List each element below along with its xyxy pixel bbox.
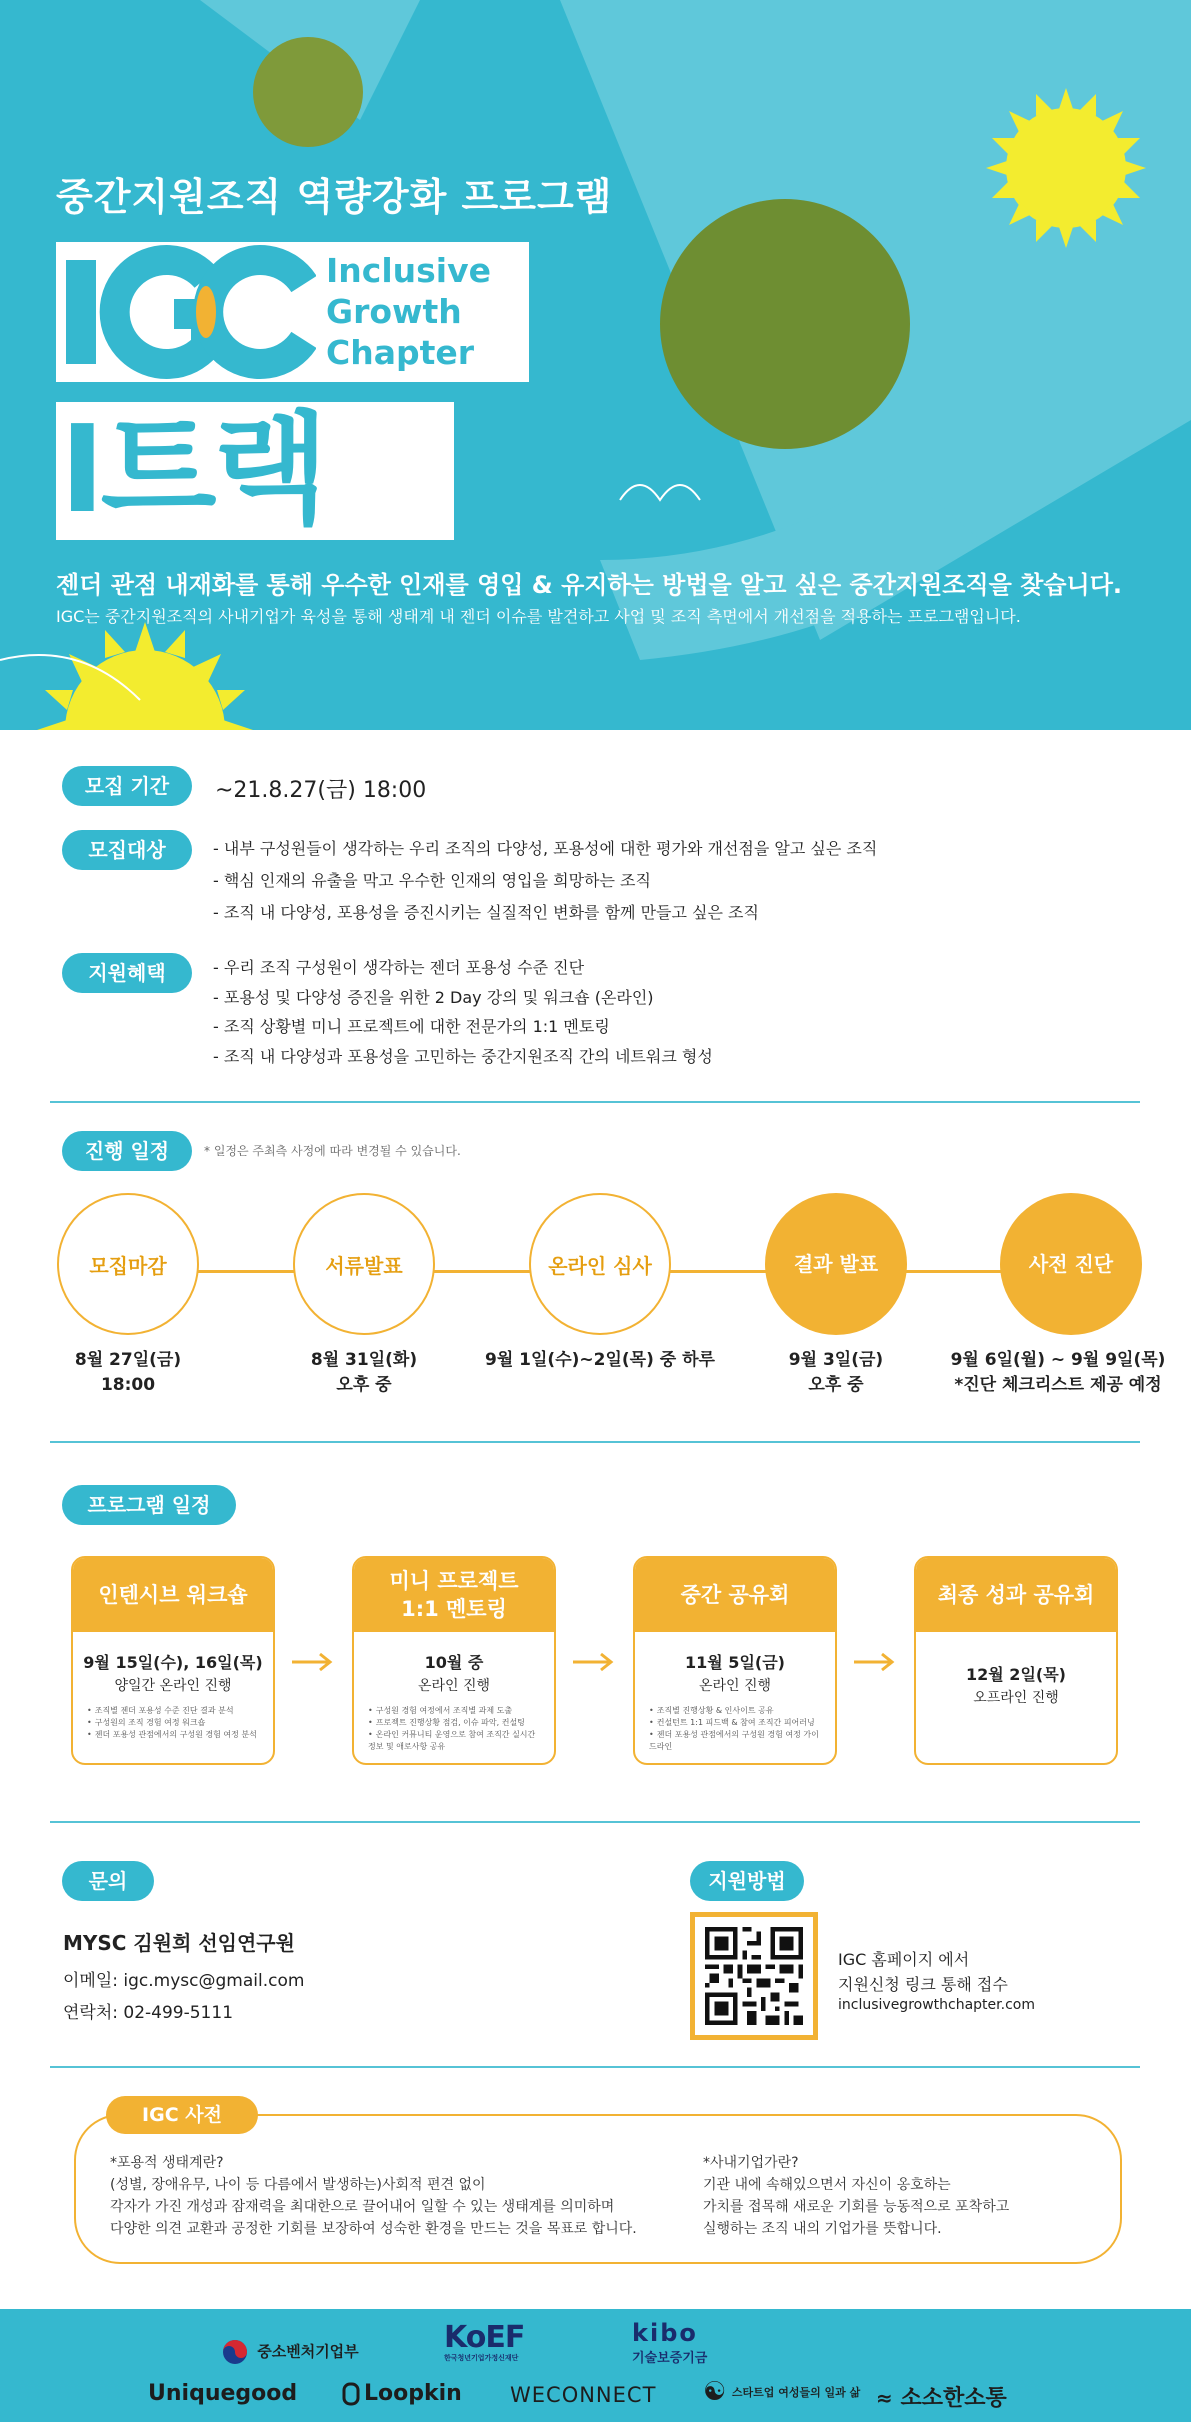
recruit-target-item: - 핵심 인재의 유출을 막고 우수한 인재의 영입을 희망하는 조직 (213, 871, 651, 890)
wave-icon: ≈ (876, 2386, 893, 2410)
program-card-date: 10월 중 (424, 1653, 484, 1672)
program-card-note: • 조직별 젠더 포용성 수준 진단 결과 분석 (87, 1705, 263, 1717)
dictionary-line: 다양한 의견 교환과 공정한 기회를 보장하여 성숙한 환경을 만드는 것을 목표로 합니다. (110, 2221, 637, 2237)
program-card-mode: 오프라인 진행 (973, 1690, 1059, 1706)
program-card-title: 인텐시브 워크숍 (73, 1558, 273, 1632)
timeline-time-line: *진단 체크리스트 제공 예정 (954, 1375, 1162, 1395)
program-label: 프로그램 일정 (62, 1485, 236, 1525)
timeline-time-line: 오후 중 (808, 1375, 864, 1395)
timeline-time-line: 오후 중 (336, 1375, 392, 1395)
sponsor-name: KoEF (444, 2320, 525, 2355)
timeline-date-line: 9월 1일(수)~2일(목) 중 하루 (485, 1350, 715, 1370)
program-card-mode: 온라인 진행 (417, 1678, 491, 1694)
arrow-right-icon (292, 1650, 336, 1674)
program-card-title-line: 미니 프로젝트 (389, 1569, 519, 1593)
dictionary-line: 실행하는 조직 내의 기업가를 뜻합니다. (703, 2221, 942, 2237)
logo-word-growth: Growth (326, 292, 462, 331)
program-card-note: • 조직별 진행상황 & 인사이트 공유 (649, 1705, 825, 1717)
dictionary-line: 가치를 접목해 새로운 기회를 능동적으로 포착하고 (703, 2199, 1010, 2215)
recruit-target-item: - 내부 구성원들이 생각하는 우리 조직의 다양성, 포용성에 대한 평가와 개선점을 알고 싶은 조직 (213, 839, 878, 858)
contact-label: 문의 (62, 1861, 154, 1901)
track-label: I트랙 (60, 401, 325, 540)
timeline-step-result: 결과 발표 (765, 1193, 907, 1335)
logo-word-inclusive: Inclusive (326, 251, 491, 290)
timeline-step-online-review: 온라인 심사 (529, 1193, 671, 1335)
program-card-title (354, 1558, 554, 1632)
benefit-item: - 조직 내 다양성과 포용성을 고민하는 중간지원조직 간의 네트워크 형성 (213, 1047, 713, 1066)
dictionary-line: (성별, 장애유무, 나이 등 다름에서 발생하는)사회적 편견 없이 (110, 2177, 486, 2193)
timeline-date (928, 1348, 1188, 1398)
program-card-mentoring (352, 1556, 556, 1765)
timeline-time-line: 18:00 (100, 1375, 156, 1395)
igc-logo-mark (56, 242, 316, 382)
loopkin-icon (342, 2382, 360, 2406)
dictionary-right (703, 2152, 1009, 2240)
timeline-date (470, 1348, 730, 1373)
sponsor-name: 소소한소통 (900, 2386, 1007, 2411)
sponsor-kibo (632, 2319, 707, 2366)
program-card-final (914, 1556, 1118, 1765)
timeline-step-document-result: 서류발표 (293, 1193, 435, 1335)
benefit-item: - 포용성 및 다양성 증진을 위한 2 Day 강의 및 워크숍 (온라인) (213, 988, 654, 1007)
program-card-title: 최종 성과 공유회 (916, 1558, 1116, 1632)
igc-logo (56, 242, 529, 382)
program-card-date: 11월 5일(금) (685, 1653, 785, 1672)
program-card-title-line: 1:1 멘토링 (401, 1597, 507, 1621)
contact-phone[interactable]: 연락처: 02-499-5111 (63, 2003, 234, 2023)
recruit-period-label: 모집 기간 (62, 766, 192, 806)
track-label-box (56, 402, 454, 540)
program-card-note: • 구성원의 조직 경험 여정 워크숍 (87, 1717, 263, 1729)
arrow-right-icon (573, 1650, 617, 1674)
timeline-date-line: 9월 6일(월) ~ 9월 9일(목) (950, 1350, 1166, 1370)
program-card-mode: 양일간 온라인 진행 (114, 1678, 232, 1694)
program-card-title: 중간 공유회 (635, 1558, 835, 1632)
apply-line: IGC 홈페이지 에서 (838, 1950, 970, 1969)
logo-word-chapter: Chapter (326, 333, 475, 372)
dictionary-line: 각자가 가진 개성과 잠재력을 최대한으로 끌어내어 일할 수 있는 생태계를 의미하며 (110, 2199, 615, 2215)
sponsor-loopkin (342, 2381, 462, 2406)
program-card-date: 12월 2일(목) (966, 1665, 1066, 1684)
sponsor-subname: 기술보증기금 (632, 2351, 708, 2366)
section-divider (50, 1441, 1140, 1443)
program-card-note: • 젠더 포용성 관점에서의 구성원 경험 여정 가이드라인 (649, 1729, 825, 1753)
dictionary-left (110, 2152, 637, 2240)
dictionary-term: *포용적 생태계란? (110, 2155, 224, 2171)
taegeuk-icon (222, 2339, 248, 2365)
sponsor-name: 스타트업 여성들의 일과 삶 (731, 2385, 861, 2399)
igc-dictionary-label: IGC 사전 (106, 2096, 258, 2134)
recruit-target-label: 모집대상 (62, 830, 192, 870)
schedule-note: * 일정은 주최측 사정에 따라 변경될 수 있습니다. (204, 1144, 461, 1158)
timeline-date-line: 8월 31일(화) (310, 1350, 418, 1370)
section-divider (50, 2066, 1140, 2068)
recruit-target-item: - 조직 내 다양성, 포용성을 증진시키는 실질적인 변화를 함께 만들고 싶은 조직 (213, 903, 759, 922)
sponsor-mss (222, 2339, 359, 2365)
timeline-date-line: 9월 3일(금) (788, 1350, 884, 1370)
hero-subtitle: 젠더 관점 내재화를 통해 우수한 인재를 영입 & 유지하는 방법을 알고 싶은 중간지원조직을 찾습니다. (56, 571, 1123, 599)
sponsor-footer (0, 2309, 1191, 2422)
contact-name: MYSC 김원희 선임연구원 (63, 1931, 295, 1955)
apply-label: 지원방법 (690, 1861, 804, 1901)
timeline-step-deadline: 모집마감 (57, 1193, 199, 1335)
timeline-date (706, 1348, 966, 1398)
sponsor-sosohan (876, 2381, 1007, 2412)
timeline-date (0, 1348, 258, 1398)
hero-banner (0, 0, 1191, 730)
program-card-note: • 컨설턴트 1:1 피드백 & 참여 조직간 피어러닝 (649, 1717, 825, 1729)
timeline-date-line: 8월 27일(금) (74, 1350, 182, 1370)
section-divider (50, 1821, 1140, 1823)
program-card-date: 9월 15일(수), 16일(목) (83, 1653, 263, 1672)
program-card-notes (368, 1705, 544, 1753)
hero-description: IGC는 중간지원조직의 사내기업가 육성을 통해 생태계 내 젠더 이슈를 발견하고 사업 및 조직 측면에서 개선점을 적용하는 프로그램입니다. (56, 607, 1021, 626)
program-card-mode: 온라인 진행 (698, 1678, 772, 1694)
dictionary-line: 기관 내에 속해있으면서 자신이 옹호하는 (703, 2177, 951, 2193)
section-divider (50, 1101, 1140, 1103)
sponsor-uniquegood: Uniquegood (148, 2381, 298, 2406)
sponsor-name: kibo (632, 2319, 698, 2347)
program-card-notes (649, 1705, 825, 1753)
program-card-note: • 구성원 경험 여정에서 조직별 과제 도출 (368, 1705, 544, 1717)
qr-code-icon (705, 1927, 803, 2025)
timeline-step-pre-diagnosis: 사전 진단 (1000, 1193, 1142, 1335)
startup-women-icon: ☯ (703, 2377, 727, 2407)
dictionary-term: *사내기업가란? (703, 2155, 799, 2171)
recruit-period-value: ~21.8.27(금) 18:00 (215, 778, 427, 803)
program-card-note: • 프로젝트 진행상황 점검, 이슈 파악, 컨설팅 (368, 1717, 544, 1729)
sponsor-name: 중소벤처기업부 (257, 2342, 359, 2361)
apply-url[interactable]: inclusivegrowthchapter.com (838, 1997, 1035, 2013)
program-card-workshop (71, 1556, 275, 1765)
sponsor-weconnect: WECONNECT (510, 2383, 657, 2407)
benefit-item: - 우리 조직 구성원이 생각하는 젠더 포용성 수준 진단 (213, 958, 585, 977)
program-card-note: • 젠더 포용성 관점에서의 구성원 경험 여정 분석 (87, 1729, 263, 1741)
sponsor-subname: 한국청년기업가정신재단 (444, 2354, 519, 2362)
apply-line: 지원신청 링크 통해 접수 (838, 1975, 1008, 1994)
benefit-label: 지원혜택 (62, 953, 192, 993)
contact-email[interactable]: 이메일: igc.mysc@gmail.com (63, 1971, 305, 1991)
arrow-right-icon (854, 1650, 898, 1674)
qr-code[interactable] (690, 1912, 818, 2040)
benefit-item: - 조직 상황별 미니 프로젝트에 대한 전문가의 1:1 멘토링 (213, 1017, 610, 1036)
hero-title: 중간지원조직 역량강화 프로그램 (56, 175, 613, 219)
timeline-date (234, 1348, 494, 1398)
program-card-midterm (633, 1556, 837, 1765)
program-card-notes (87, 1705, 263, 1741)
schedule-label: 진행 일정 (62, 1131, 192, 1171)
sponsor-name: Loopkin (364, 2381, 462, 2406)
program-card-note: • 온라인 커뮤니티 운영으로 참여 조직간 실시간 정보 및 애로사항 공유 (368, 1729, 544, 1753)
sponsor-startup-women (703, 2377, 861, 2407)
sponsor-koef (444, 2320, 525, 2363)
